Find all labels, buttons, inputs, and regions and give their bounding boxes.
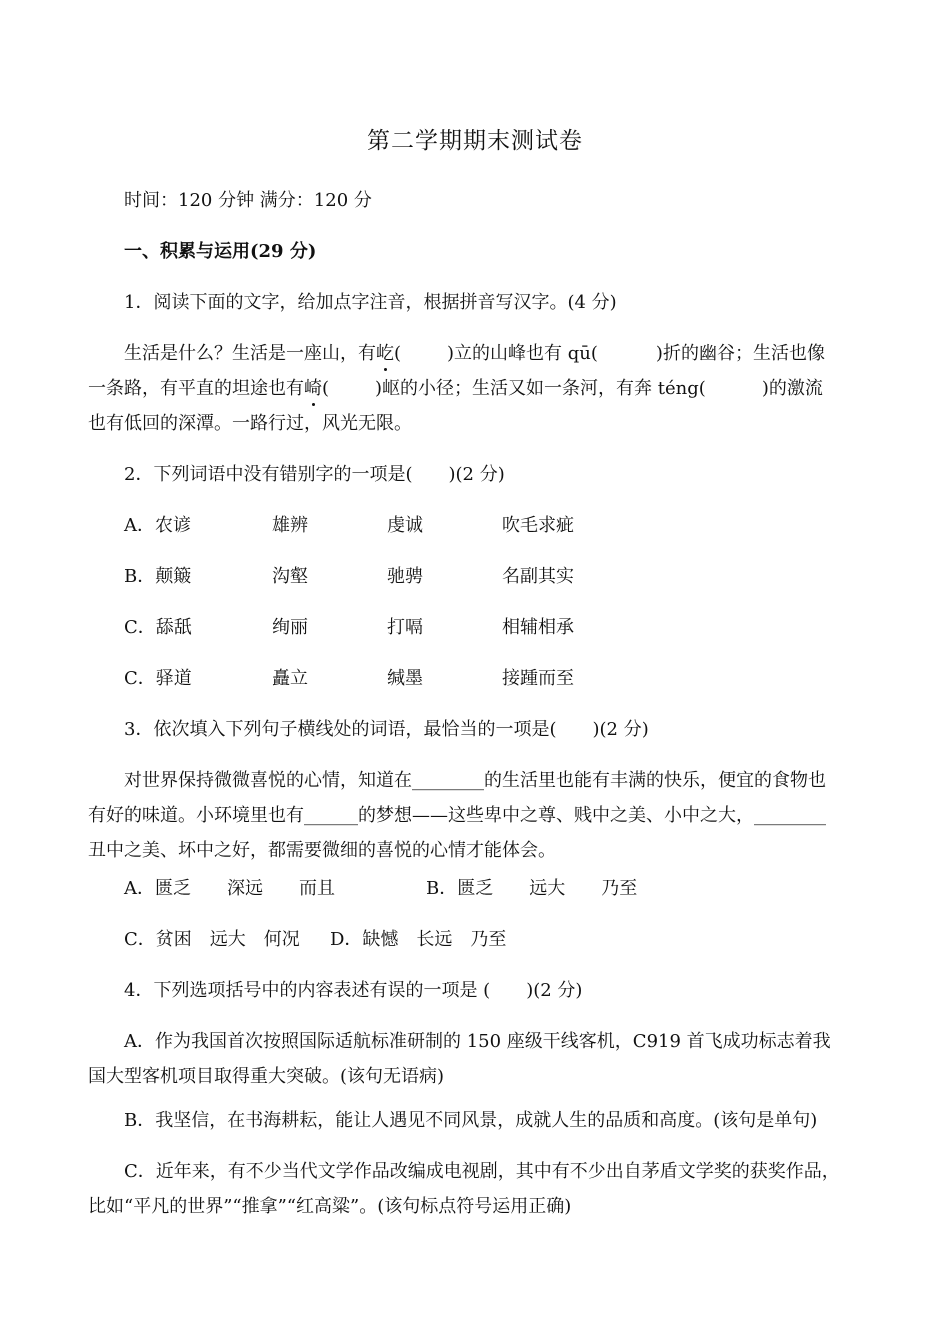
question-3-passage-line-3: 丑中之美、坏中之好，都需要微细的喜悦的心情才能体会。 <box>88 840 556 861</box>
option-b-word-3: 驰骋 <box>387 566 423 587</box>
question-4-option-c-line-1: C．近年来，有不少当代文学作品改编成电视剧，其中有不少出自茅盾文学奖的获奖作品， <box>124 1161 840 1182</box>
section-heading: 一、积累与运用(29 分) <box>124 241 317 262</box>
question-1-passage-line-1 <box>124 343 825 365</box>
text: ( <box>322 378 330 399</box>
option-c-word-3: 打嗝 <box>387 617 423 638</box>
page-title: 第二学期期末测试卷 <box>367 128 583 154</box>
question-2-stem: 2．下列词语中没有错别字的一项是( )(2 分) <box>124 464 505 485</box>
text: )岖的小径；生活又如一条河，有奔 téng( <box>375 378 706 399</box>
question-3-stem: 3．依次填入下列句子横线处的词语，最恰当的一项是( )(2 分) <box>124 719 649 740</box>
question-1-passage-line-2 <box>88 378 823 400</box>
question-4-option-c-line-2: 比如“平凡的世界”“推拿”“红高粱”。(该句标点符号运用正确) <box>88 1196 572 1217</box>
text: )的激流 <box>761 378 823 399</box>
option-c-word-2: 绚丽 <box>272 617 308 638</box>
option-b-word-1: B．颠簸 <box>124 566 192 587</box>
option-c-word-4: 相辅相承 <box>502 617 574 638</box>
question-4-option-b: B．我坚信，在书海耕耘，能让人遇见不同风景，成就人生的品质和高度。(该句是单句) <box>124 1110 818 1131</box>
question-1-passage-line-3: 也有低回的深潭。一路行过，风光无限。 <box>88 413 412 434</box>
option-d-word-2: 矗立 <box>272 668 308 689</box>
question-3-passage-line-1: 对世界保持微微喜悦的心情，知道在________的生活里也能有丰满的快乐，便宜的食物也 <box>124 770 826 791</box>
question-3-option-d: D．缺憾 长远 乃至 <box>330 929 507 950</box>
text: 生活是什么？生活是一座山，有 <box>124 343 376 364</box>
text: )折的幽谷；生活也像 <box>655 343 825 364</box>
option-b-word-4: 名副其实 <box>502 566 574 587</box>
text: )立的山峰也有 qū( <box>447 343 598 364</box>
question-4-option-a-line-1: A．作为我国首次按照国际适航标准研制的 150 座级干线客机，C919 首飞成功标志着我 <box>124 1031 831 1052</box>
text: 一条路，有平直的坦途也有 <box>88 378 304 399</box>
option-a-word-4: 吹毛求疵 <box>502 515 574 536</box>
dotted-character: 崎 <box>304 378 322 399</box>
option-d-word-3: 缄墨 <box>387 668 423 689</box>
option-c-word-1: C．舔舐 <box>124 617 192 638</box>
question-3-option-c: C．贫困 远大 何况 <box>124 929 300 950</box>
option-a-word-1: A．农谚 <box>124 515 191 536</box>
text: ( <box>394 343 402 364</box>
option-d-word-4: 接踵而至 <box>502 668 574 689</box>
question-3-passage-line-2: 有好的味道。小环境里也有______的梦想——这些卑中之尊、贱中之美、小中之大，________ <box>88 805 826 826</box>
option-d-word-1: C．驿道 <box>124 668 192 689</box>
exam-meta: 时间：120 分钟 满分：120 分 <box>124 190 372 211</box>
dotted-character: 屹 <box>376 343 394 364</box>
question-3-option-a: A．匮乏 深远 而且 <box>124 878 335 899</box>
option-a-word-3: 虔诚 <box>387 515 423 536</box>
question-4-stem: 4．下列选项括号中的内容表述有误的一项是 ( )(2 分) <box>124 980 583 1001</box>
question-4-option-a-line-2: 国大型客机项目取得重大突破。(该句无语病) <box>88 1066 445 1087</box>
option-a-word-2: 雄辨 <box>272 515 308 536</box>
option-b-word-2: 沟壑 <box>272 566 308 587</box>
question-1-stem: 1．阅读下面的文字，给加点字注音，根据拼音写汉字。(4 分) <box>124 292 617 313</box>
question-3-option-b: B．匮乏 远大 乃至 <box>426 878 638 899</box>
